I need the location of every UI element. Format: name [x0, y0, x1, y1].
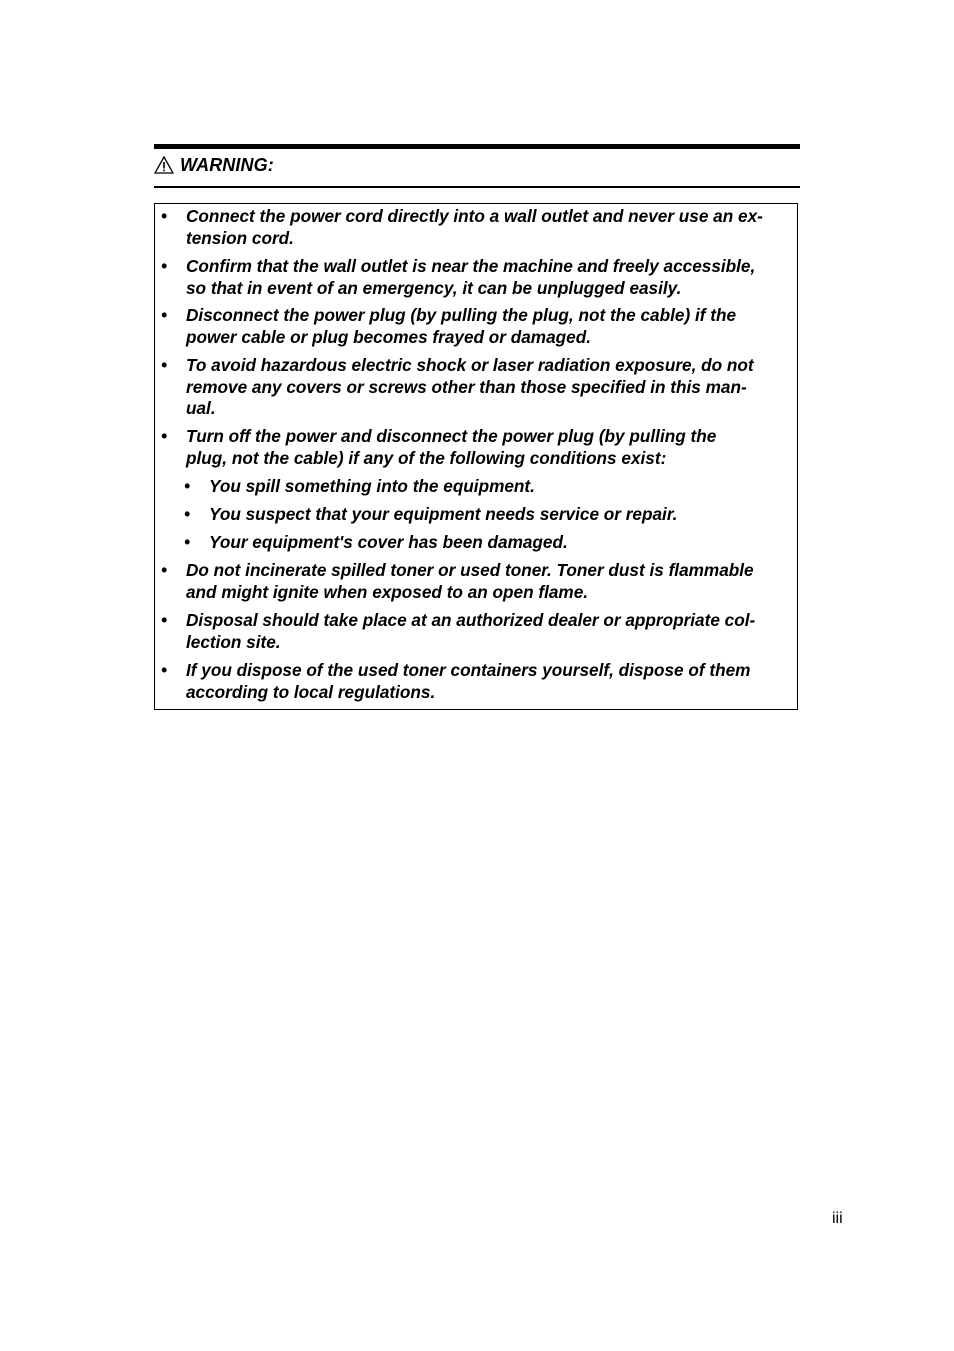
- text-line: Connect the power cord directly into a wall outlet and never use an ex-: [186, 206, 763, 226]
- text-line: Disposal should take place at an authorized dealer or appropriate col-: [186, 610, 756, 630]
- text-line: remove any covers or screws other than those specified in this man-: [186, 376, 747, 397]
- text-line: plug, not the cable) if any of the following conditions exist:: [186, 447, 667, 468]
- list-item-text: [186, 206, 789, 249]
- bullet: •: [161, 610, 168, 630]
- text-line: Turn off the power and disconnect the power plug (by pulling the: [186, 426, 717, 446]
- text-line: Confirm that the wall outlet is near the machine and freely accessible,: [186, 256, 756, 276]
- text-line: Do not incinerate spilled toner or used toner. Toner dust is flammable: [186, 560, 754, 580]
- top-rule: [154, 144, 800, 149]
- list-item-text: [209, 504, 789, 526]
- list-item-text: [186, 660, 789, 703]
- list-item-text: [209, 532, 789, 554]
- text-line: according to local regulations.: [186, 681, 436, 702]
- list-item-text: [186, 355, 789, 420]
- text-line: Your equipment's cover has been damaged.: [209, 532, 568, 552]
- bullet: •: [161, 305, 168, 325]
- text-line: Disconnect the power plug (by pulling the plug, not the cable) if the: [186, 305, 736, 325]
- bullet: •: [161, 355, 168, 375]
- text-line: tension cord.: [186, 227, 294, 248]
- text-line: lection site.: [186, 631, 281, 652]
- list-item-text: [186, 426, 789, 469]
- text-line: To avoid hazardous electric shock or laser radiation exposure, do not: [186, 355, 754, 375]
- list-item-text: [186, 256, 789, 299]
- bullet: •: [161, 256, 168, 276]
- list-item-text: [186, 305, 789, 348]
- list-item-text: [186, 560, 789, 603]
- list-item-text: [186, 610, 789, 653]
- text-line: You suspect that your equipment needs service or repair.: [209, 504, 678, 524]
- warning-header: [154, 153, 274, 177]
- list-item-text: [209, 476, 789, 498]
- warning-box: [154, 203, 798, 710]
- text-line: If you dispose of the used toner containers yourself, dispose of them: [186, 660, 751, 680]
- header-rule: [154, 186, 800, 188]
- text-line: and might ignite when exposed to an open flame.: [186, 581, 589, 602]
- text-line: You spill something into the equipment.: [209, 476, 535, 496]
- bullet: •: [184, 504, 191, 524]
- bullet: •: [184, 532, 191, 552]
- warning-title: WARNING:: [180, 154, 274, 175]
- text-line: ual.: [186, 398, 216, 419]
- page-number: iii: [832, 1210, 843, 1227]
- bullet: •: [161, 206, 168, 226]
- bullet: •: [161, 660, 168, 680]
- text-line: power cable or plug becomes frayed or damaged.: [186, 326, 591, 347]
- text-line: so that in event of an emergency, it can be unplugged easily.: [186, 277, 682, 298]
- bullet: •: [161, 560, 168, 580]
- bullet: •: [184, 476, 191, 496]
- bullet: •: [161, 426, 168, 446]
- warning-triangle-icon: [154, 156, 174, 174]
